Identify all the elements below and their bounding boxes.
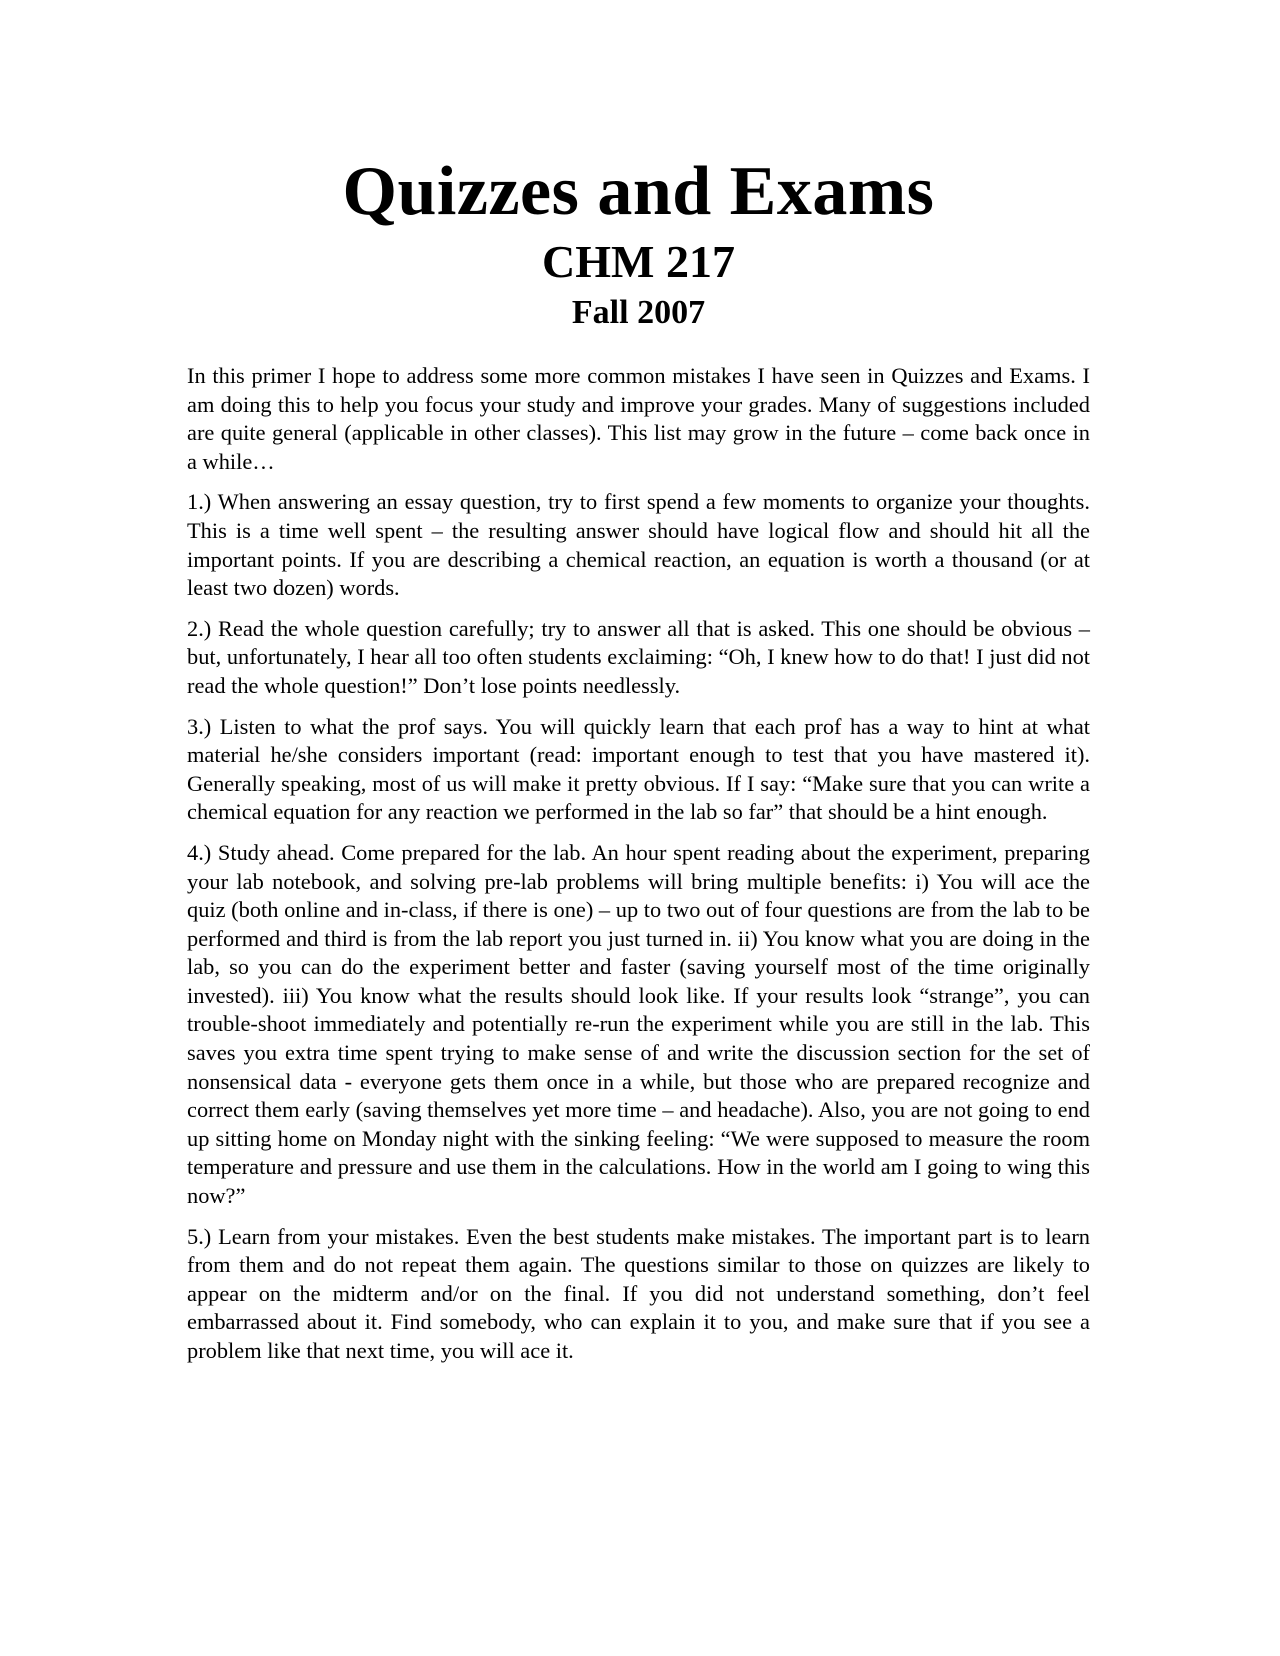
list-item-5: 5.) Learn from your mistakes. Even the best students make mistakes. The important part is to learn from them and do not repeat them again. The questions similar to those on quizzes are likely to appear on the midterm and/or on the final. If you did not understand something, don’t feel embarrassed about it. Find somebody, who can explain it to you, and make sure that if you see a problem like that next time, you will ace it. bbox=[187, 1223, 1090, 1363]
list-item-1: 1.) When answering an essay question, try to first spend a few moments to organize your thoughts. This is a time well spent – the resulting answer should have logical flow and should hit all the important points. If you are describing a chemical reaction, an equation is worth a thousand (or at least two dozen) words. bbox=[187, 489, 1090, 601]
intro-paragraph: In this primer I hope to address some more common mistakes I have seen in Quizzes and Exams. I am doing this to help you focus your study and improve your grades. Many of suggestions included are quite general (applicable in other classes). This list may grow in the future – come back once in a while… bbox=[187, 363, 1090, 474]
course-code: CHM 217 bbox=[542, 236, 735, 287]
document-title: Quizzes and Exams bbox=[342, 153, 935, 230]
list-item-2: 2.) Read the whole question carefully; try to answer all that is asked. This one should be obvious – but, unfortunately, I hear all too often students exclaiming: “Oh, I knew how to do that! I just did not read the whole question!” Don’t lose points needlessly. bbox=[187, 615, 1090, 698]
term-label: Fall 2007 bbox=[571, 294, 706, 331]
document-page bbox=[187, 150, 1090, 1378]
list-item-4: 4.) Study ahead. Come prepared for the lab. An hour spent reading about the experiment, preparing your lab notebook, and solving pre-lab problems will bring multiple benefits: i) You will ace the quiz (both online and in-class, if there is one) – up to two out of four questions are from the lab to be performed and third is from the lab report you just turned in. ii) You know what you are doing in the lab, so you can do the experiment better and faster (saving yourself most of the time originally invested). iii) You know what the results should look like. If your results look “strange”, you can trouble-shoot immediately and potentially re-run the experiment while you are still in the lab. This saves you extra time spent trying to make sense of and write the discussion section for the set of nonsensical data - everyone gets them once in a while, but those who are prepared recognize and correct them early (saving themselves yet more time – and headache). Also, you are not going to end up sitting home on Monday night with the sinking feeling: “We were supposed to measure the room temperature and pressure and use them in the calculations. How in the world am I going to wing this now?” bbox=[187, 839, 1090, 1209]
list-item-3: 3.) Listen to what the prof says. You will quickly learn that each prof has a way to hint at what material he/she considers important (read: important enough to test that you have mastered it). Generally speaking, most of us will make it pretty obvious. If I say: “Make sure that you can write a chemical equation for any reaction we performed in the lab so far” that should be a hint enough. bbox=[187, 713, 1090, 825]
